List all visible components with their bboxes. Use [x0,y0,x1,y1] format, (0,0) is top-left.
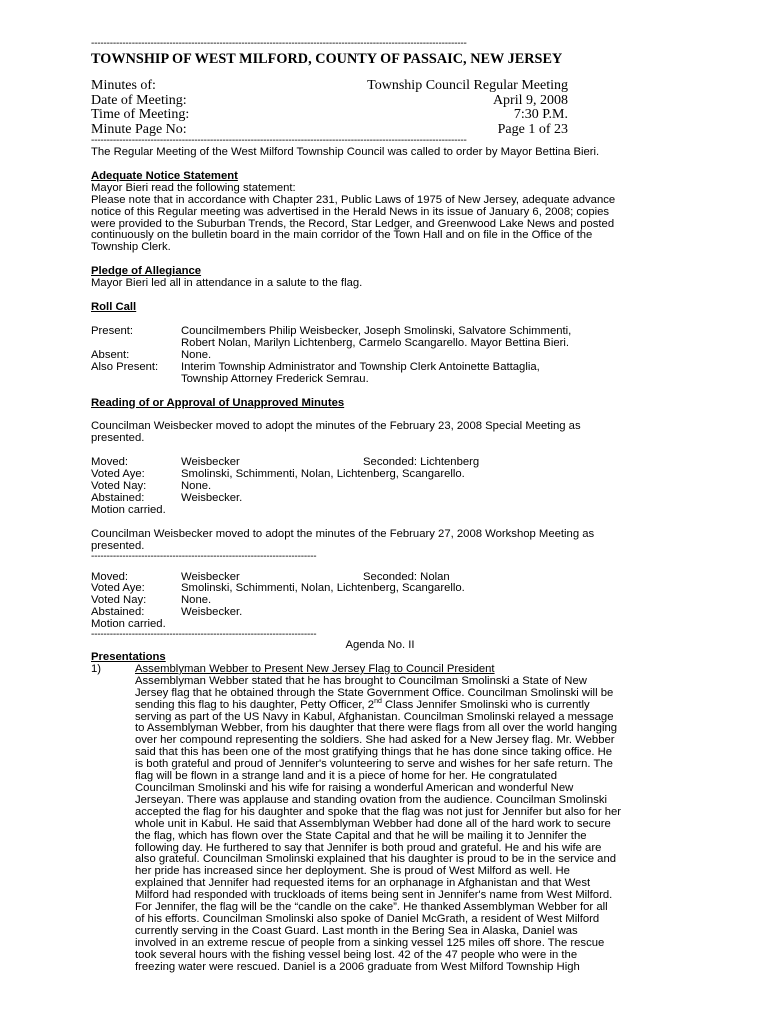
absent-value: None. [181,348,212,361]
item-body-line: accepted the flag for his daughter and spoke that the flag was not just for Jennifer but also for her [135,805,622,818]
date-label: Date of Meeting: [91,92,187,108]
moved-value: Weisbecker [181,570,240,583]
item-body-line: whole unit in Kabul. He said that Assemblyman Webber had done all of the hard work to secure [135,817,611,830]
present-value-cont: Robert Nolan, Marilyn Lichtenberg, Carmelo Scangarello. Mayor Bettina Bieri. [181,336,570,349]
header-rule-top: ------------------------------------------------------------------------------------------------------------------------ [91,40,467,47]
abstained-label: Abstained: [91,491,145,504]
call-to-order: The Regular Meeting of the West Milford Township Council was called to order by Mayor Bettina Bieri. [91,146,600,158]
item-body-line: over her compound representing the soldiers. She had asked for a New Jersey flag. Mr. Webber [135,734,615,747]
abstained-value: Weisbecker. [181,606,243,619]
voted-nay-value: None. [181,594,212,607]
motion-text: Councilman Weisbecker moved to adopt the minutes of the February 23, 2008 Special Meeting as [91,420,581,433]
pledge-heading: Pledge of Allegiance [91,265,202,278]
minutes-of-label: Minutes of: [91,78,156,93]
item-body-line: Jersey flag that he obtained through the State Government Office. Councilman Smolinski will be [135,686,614,699]
item-body-line: took several hours with the fishing vessel being lost. 42 of the 47 people who were in the [135,948,578,961]
notice-line: were provided to the Suburban Trends, the Record, Star Ledger, and Greenwood Lake News and posted [91,217,615,230]
item-body-line: also grateful. Councilman Smolinski explained that his daughter is proud to be in the service and [135,853,617,866]
page-value: Page 1 of 23 [497,121,568,137]
motion-result: Motion carried. [91,618,166,631]
minutes-page [91,40,675,973]
present-value: Councilmembers Philip Weisbecker, Joseph Smolinski, Salvatore Schimmenti, [181,324,572,337]
item-body-line: following day. He furthered to say that Jennifer is both proud and grateful. He and his wife are [135,841,602,854]
item-body-line: flag will be flown in a strange land and it is a piece of home for her. He congratulated [135,770,558,783]
item-body-line: Jerseyan. There was applause and standing ovation from the audience. Councilman Smolinski [135,793,608,806]
item-body-line: currently serving in the Coast Guard. Last month in the Bering Sea in Alaska, Daniel was [135,924,578,937]
item-body-line: the flag, which has flown over the State Capital and that he will be mailing it to Jennifer the [135,829,587,842]
time-value: 7:30 P.M. [513,107,568,122]
voted-aye-label: Voted Aye: [91,468,145,481]
abstained-value: Weisbecker. [181,491,243,504]
voted-aye-value: Smolinski, Schimmenti, Nolan, Lichtenberg, Scangarello. [181,582,465,595]
voted-nay-value: None. [181,480,212,493]
motion-text-cont: presented. [91,432,145,445]
voted-nay-label: Voted Nay: [91,480,147,493]
agenda-number: Agenda No. II [345,639,415,652]
section-rule: ------------------------------------------------------------------------ [91,552,317,560]
notice-intro: Mayor Bieri read the following statement: [91,181,296,194]
item-body-line: For Jennifer, the flag will be the “candle on the cake”. He thanked Assemblyman Webber for all [135,901,608,914]
item-body-line: freezing water were rescued. Daniel is a 2006 graduate from West Milford Township High [135,960,580,973]
motion-text-cont: presented. [91,539,145,552]
ordinal-suffix: nd [374,697,382,705]
item-body-lines [135,712,675,974]
moved-label: Moved: [91,570,129,583]
section-rule: ------------------------------------------------------------------------ [91,631,317,639]
voted-aye-value: Smolinski, Schimmenti, Nolan, Lichtenberg, Scangarello. [181,468,465,481]
meeting-header [91,79,568,137]
item-body-line: sending this flag to his daughter, Petty Officer, 2nd Class Jennifer Smolinski who is currently [135,697,590,711]
item-body-line: Councilman Smolinski and his wife for raising a wonderful American and wonderful New [135,781,574,794]
date-value: April 9, 2008 [492,92,568,108]
notice-line: notice of this Regular meeting was advertised in the Herald News in its issue of January 6, 2008; copies [91,205,610,218]
motion-text: Councilman Weisbecker moved to adopt the minutes of the February 27, 2008 Workshop Meeting as [91,527,595,540]
document-title: TOWNSHIP OF WEST MILFORD, COUNTY OF PASSAIC, NEW JERSEY [91,51,563,67]
item-body-line: said that this has been one of the most gratifying things that he has done since taking office. He [135,746,613,759]
minutes-of-value: Township Council Regular Meeting [367,78,568,93]
item-number: 1) [91,662,102,675]
notice-line: continuously on the bulletin board in the main corridor of the Town Hall and on file in the Office of the [91,229,593,242]
pledge-text: Mayor Bieri led all in attendance in a salute to the flag. [91,277,363,290]
motion-result: Motion carried. [91,503,166,516]
abstained-label: Abstained: [91,606,145,619]
item-title: Assemblyman Webber to Present New Jersey Flag to Council President [135,662,495,675]
item-body-line: of his efforts. Councilman Smolinski also spoke of Daniel McGrath, a resident of West Milford [135,912,600,925]
presentation-item [91,664,675,974]
item-body-line: her pride has increased since her deployment. She is proud of West Milford as well. He [135,865,570,878]
item-body-line: Assemblyman Webber stated that he has brought to Councilman Smolinski a State of New [135,674,587,687]
moved-label: Moved: [91,456,129,469]
seconded-value: Seconded: Lichtenberg [363,456,480,469]
notice-line: Township Clerk. [91,241,171,254]
roll-call-heading: Roll Call [91,301,137,314]
also-present-value: Interim Township Administrator and Township Clerk Antoinette Battaglia, [181,360,540,373]
seconded-value: Seconded: Nolan [363,570,450,583]
notice-line: Please note that in accordance with Chapter 231, Public Laws of 1975 of New Jersey, adequate advance [91,193,616,206]
also-present-value-cont: Township Attorney Frederick Semrau. [181,372,369,385]
header-rule-bottom: ------------------------------------------------------------------------------------------------------------------------ [91,137,467,144]
voted-nay-label: Voted Nay: [91,594,147,607]
notice-heading: Adequate Notice Statement [91,169,238,182]
present-label: Present: [91,324,134,337]
item-body-line: Milford had responded with truckloads of items being sent in Jennifer's name from West Milford. [135,889,613,902]
also-present-label: Also Present: [91,360,159,373]
time-label: Time of Meeting: [91,107,190,122]
item-body-line: serving as part of the US Navy in Kabul, Afghanistan. Councilman Smolinski relayed a message [135,710,614,723]
page-label: Minute Page No: [91,121,187,137]
item-body-line: is both grateful and proud of Jennifer's volunteering to serve and wishes for her safe return. The [135,758,613,771]
item-body-line: explained that Jennifer had requested items for an orphanage in Afghanistan and that West [135,877,591,890]
moved-value: Weisbecker [181,456,240,469]
absent-label: Absent: [91,348,130,361]
item-body-line: to Assemblyman Webber, from his daughter that there were flags from all over the world hanging [135,722,618,735]
minutes-heading: Reading of or Approval of Unapproved Minutes [91,396,345,409]
voted-aye-label: Voted Aye: [91,582,145,595]
item-body-line: involved in an extreme rescue of people from a sinking vessel 125 miles off shore. The rescue [135,936,605,949]
presentations-heading: Presentations [91,651,166,663]
